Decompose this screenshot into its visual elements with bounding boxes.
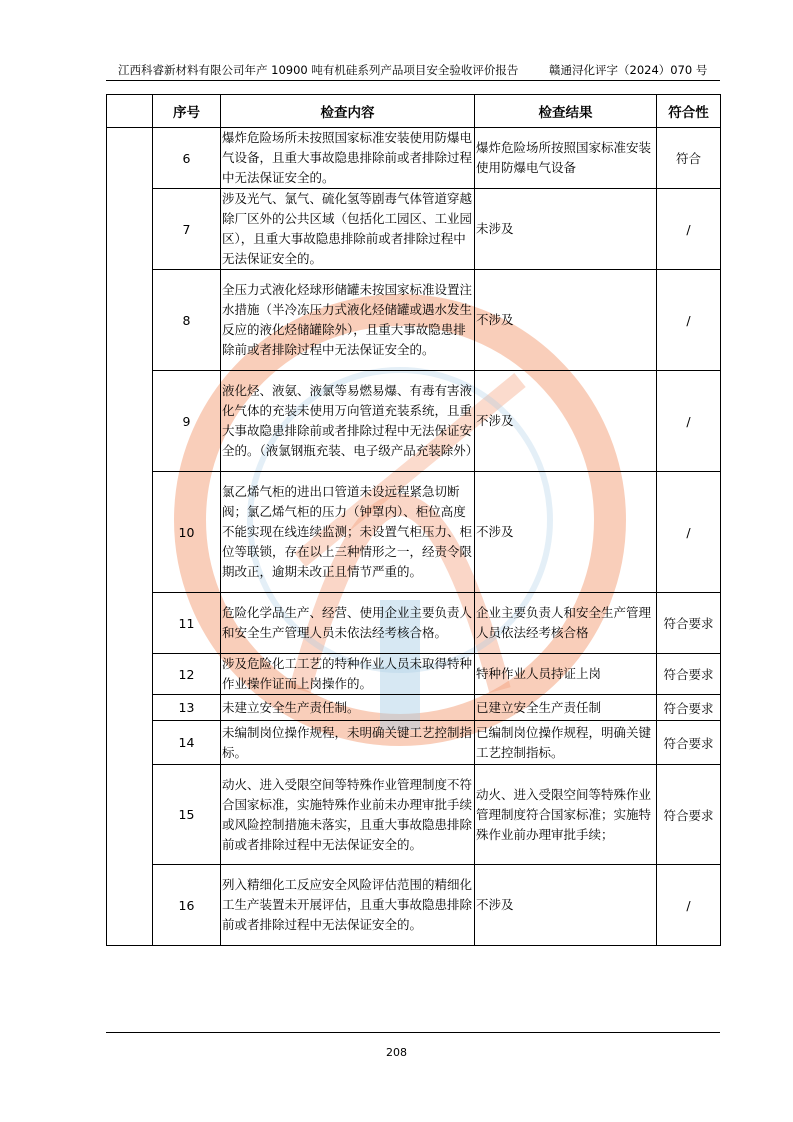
check-result: 爆炸危险场所按照国家标准安装使用防爆电气设备 <box>475 128 657 189</box>
check-result: 已编制岗位操作规程，明确关键工艺控制指标。 <box>475 721 657 765</box>
header-divider <box>106 80 720 81</box>
check-result: 企业主要负责人和安全生产管理人员依法经考核合格 <box>475 593 657 654</box>
row-number: 6 <box>153 128 221 189</box>
check-content: 液化烃、液氨、液氯等易燃易爆、有毒有害液化气体的充装未使用万向管道充装系统，且重大事故隐患排除前或者排除过程中无法保证安全的。（液氯钢瓶充装、电子级产品充装除外） <box>221 371 475 472</box>
check-result: 未涉及 <box>475 189 657 270</box>
table-row <box>107 765 721 865</box>
table-row <box>107 128 721 189</box>
table-row <box>107 270 721 371</box>
row-number: 16 <box>153 865 221 946</box>
col-header-conformity: 符合性 <box>657 95 721 128</box>
table-row <box>107 695 721 721</box>
page-number: 208 <box>386 1046 407 1059</box>
table-row <box>107 189 721 270</box>
row-number: 12 <box>153 654 221 695</box>
table-row <box>107 721 721 765</box>
conformity: 符合要求 <box>657 765 721 865</box>
header-blank <box>107 95 153 128</box>
conformity: 符合要求 <box>657 695 721 721</box>
conformity: / <box>657 189 721 270</box>
conformity: 符合要求 <box>657 721 721 765</box>
table-row <box>107 865 721 946</box>
check-result: 不涉及 <box>475 371 657 472</box>
conformity: / <box>657 270 721 371</box>
report-title: 江西科睿新材料有限公司年产 10900 吨有机硅系列产品项目安全验收评价报告 <box>118 63 519 77</box>
check-content: 氯乙烯气柜的进出口管道未设远程紧急切断阀；氯乙烯气柜的压力（钟罩内）、柜位高度不能实现在线连续监测；未设置气柜压力、柜位等联锁，存在以上三种情形之一，经责令限期改正，逾期未改正且情节严重的。 <box>221 472 475 593</box>
row-number: 15 <box>153 765 221 865</box>
check-content: 列入精细化工反应安全风险评估范围的精细化工生产装置未开展评估，且重大事故隐患排除前或者排除过程中无法保证安全的。 <box>221 865 475 946</box>
check-content: 危险化学品生产、经营、使用企业主要负责人和安全生产管理人员未依法经考核合格。 <box>221 593 475 654</box>
table-row <box>107 371 721 472</box>
check-content: 未建立安全生产责任制。 <box>221 695 475 721</box>
row-number: 13 <box>153 695 221 721</box>
conformity: 符合要求 <box>657 654 721 695</box>
col-header-result: 检查结果 <box>475 95 657 128</box>
check-content: 涉及危险化工工艺的特种作业人员未取得特种作业操作证而上岗操作的。 <box>221 654 475 695</box>
check-content: 涉及光气、氯气、硫化氢等剧毒气体管道穿越除厂区外的公共区域（包括化工园区、工业园区），且重大事故隐患排除前或者排除过程中无法保证安全的。 <box>221 189 475 270</box>
table-row <box>107 593 721 654</box>
conformity: 符合要求 <box>657 593 721 654</box>
category-cell <box>107 128 153 946</box>
check-result: 不涉及 <box>475 865 657 946</box>
footer-divider <box>106 1032 720 1033</box>
conformity: / <box>657 865 721 946</box>
check-content: 动火、进入受限空间等特殊作业管理制度不符合国家标准，实施特殊作业前未办理审批手续或风险控制措施未落实，且重大事故隐患排除前或者排除过程中无法保证安全的。 <box>221 765 475 865</box>
table-row <box>107 654 721 695</box>
check-result: 已建立安全生产责任制 <box>475 695 657 721</box>
conformity: / <box>657 472 721 593</box>
row-number: 7 <box>153 189 221 270</box>
row-number: 14 <box>153 721 221 765</box>
row-number: 10 <box>153 472 221 593</box>
page-header <box>106 60 720 80</box>
row-number: 11 <box>153 593 221 654</box>
row-number: 8 <box>153 270 221 371</box>
check-result: 不涉及 <box>475 270 657 371</box>
check-content: 爆炸危险场所未按照国家标准安装使用防爆电气设备，且重大事故隐患排除前或者排除过程中无法保证安全的。 <box>221 128 475 189</box>
table-row <box>107 472 721 593</box>
table-header-row <box>107 95 721 128</box>
col-header-no: 序号 <box>153 95 221 128</box>
check-result: 动火、进入受限空间等特殊作业管理制度符合国家标准；实施特殊作业前办理审批手续； <box>475 765 657 865</box>
row-number: 9 <box>153 371 221 472</box>
col-header-content: 检查内容 <box>221 95 475 128</box>
check-content: 全压力式液化烃球形储罐未按国家标准设置注水措施（半冷冻压力式液化烃储罐或遇水发生反应的液化烃储罐除外），且重大事故隐患排除前或者排除过程中无法保证安全的。 <box>221 270 475 371</box>
conformity: / <box>657 371 721 472</box>
inspection-table <box>106 94 721 946</box>
conformity: 符合 <box>657 128 721 189</box>
check-content: 未编制岗位操作规程，未明确关键工艺控制指标。 <box>221 721 475 765</box>
report-number: 赣通浔化评字（2024）070 号 <box>549 63 708 77</box>
check-result: 特种作业人员持证上岗 <box>475 654 657 695</box>
check-result: 不涉及 <box>475 472 657 593</box>
